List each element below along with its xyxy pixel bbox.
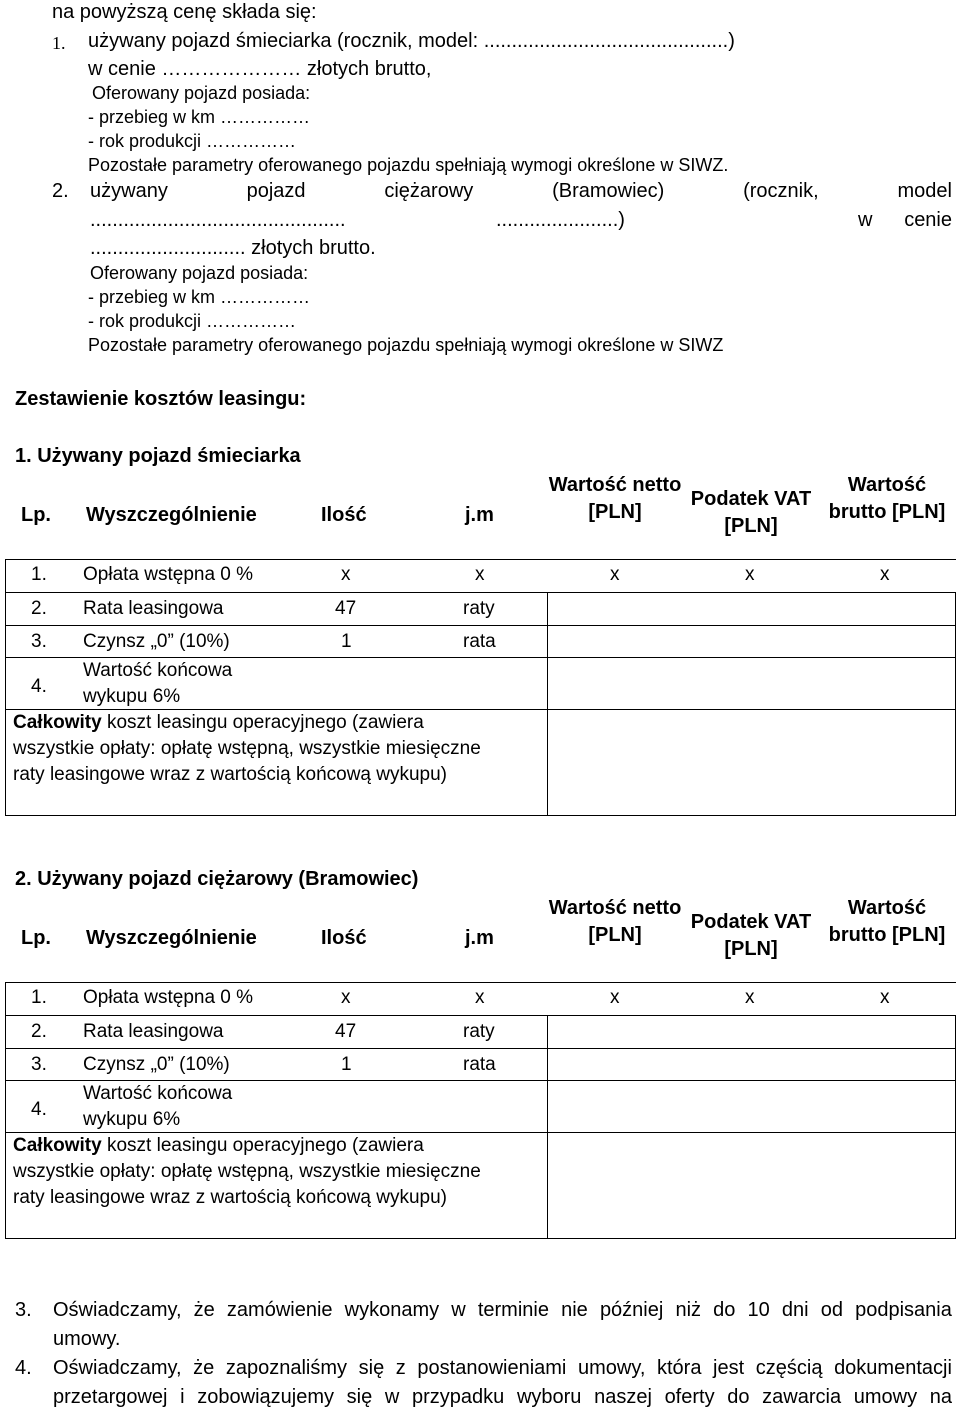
statement-word: terminie — [477, 1299, 549, 1321]
statement-word: zobowiązujemy — [197, 1386, 335, 1408]
item1-line2: w cenie ………………… złotych brutto, — [88, 58, 432, 80]
header-gross-value: Wartość brutto [PLN] — [828, 897, 946, 946]
item2-line2 — [90, 210, 952, 234]
statement-word: zawarcia — [762, 1386, 842, 1408]
header-quantity: Ilość — [321, 504, 367, 526]
statement-word: z — [395, 1357, 406, 1379]
item1-line4: - przebieg w km …………… — [88, 107, 311, 127]
header-unit: j.m — [465, 504, 494, 526]
total-cost-bold: Całkowity — [13, 1135, 102, 1156]
row-gross: x — [880, 564, 890, 585]
header-lp: Lp. — [21, 504, 51, 526]
item2-line5: - przebieg w km …………… — [88, 287, 311, 307]
item2-word: w — [858, 209, 873, 231]
statement-word: która — [656, 1357, 702, 1379]
item2-word: używany — [90, 180, 168, 202]
header-description: Wyszczególnienie — [86, 504, 257, 526]
header-vat: Podatek VAT [PLN] — [690, 488, 812, 537]
row-gross: x — [880, 987, 890, 1008]
total-cost-note: (zawiera wszystkie opłaty: opłatę wstępną, wszystkie miesięczne raty leasingowe wraz z wartością końcową wykupu) — [13, 1135, 481, 1208]
statement-word: przypadku — [412, 1386, 505, 1408]
statement-word: podpisania — [855, 1299, 952, 1321]
item2-line1 — [90, 181, 952, 201]
item2-word: (Bramowiec) — [552, 180, 665, 202]
total-cost-bold: Całkowity — [13, 712, 102, 733]
row-lp: 2. — [31, 598, 47, 619]
statement-word: częścią — [755, 1357, 823, 1379]
item2-word: ciężarowy — [384, 180, 474, 202]
total-cost-label — [13, 1133, 483, 1211]
statement-word: wyboru — [516, 1386, 582, 1408]
statement-word: oferty — [664, 1386, 715, 1408]
statement-word: zamówienie — [226, 1299, 333, 1321]
statement-word: nie — [561, 1299, 588, 1321]
statement-word: naszej — [594, 1386, 652, 1408]
row-quantity: 47 — [335, 598, 357, 619]
statement-word: zapoznaliśmy — [225, 1357, 348, 1379]
row-net: x — [610, 564, 620, 585]
statement-word: postanowieniami — [417, 1357, 567, 1379]
statement-word: się — [346, 1386, 373, 1408]
row-lp: 4. — [31, 1099, 47, 1120]
total-cost-note: (zawiera wszystkie opłaty: opłatę wstępną, wszystkie miesięczne raty leasingowe wraz z wartością końcową wykupu) — [13, 712, 481, 785]
row-quantity: 1 — [341, 1054, 352, 1075]
item1-line6: Pozostałe parametry oferowanego pojazdu spełniają wymogi określone w SIWZ. — [88, 155, 729, 175]
item2-number: 2. — [52, 180, 69, 202]
row-quantity: x — [341, 564, 351, 585]
statement-word: dokumentacji — [834, 1357, 952, 1379]
row-vat: x — [745, 987, 755, 1008]
row-unit: raty — [463, 1021, 495, 1042]
row-quantity: 1 — [341, 631, 352, 652]
item2-line6: - rok produkcji …………… — [88, 311, 297, 331]
statement-word: Oświadczamy, — [53, 1357, 182, 1379]
header-unit: j.m — [465, 927, 494, 949]
statement-word: niż — [675, 1299, 702, 1321]
header-vat: Podatek VAT [PLN] — [690, 911, 812, 960]
row-quantity: 47 — [335, 1021, 357, 1042]
statement-word: w — [451, 1299, 466, 1321]
total-cost-rest: koszt leasingu operacyjnego — [101, 712, 347, 733]
item2-word: cenie — [904, 209, 952, 231]
cost-table — [5, 468, 956, 816]
cost-table — [5, 891, 956, 1239]
row-description: Rata leasingowa — [83, 1021, 224, 1042]
statement-word: 10 — [747, 1299, 770, 1321]
statement-word: do — [713, 1299, 736, 1321]
table-title: 2. Używany pojazd ciężarowy (Bramowiec) — [15, 868, 419, 890]
statement-word: Oświadczamy, — [53, 1299, 182, 1321]
row-lp: 2. — [31, 1021, 47, 1042]
header-net-value: Wartość netto [PLN] — [548, 474, 682, 523]
row-lp: 3. — [31, 631, 47, 652]
item1-line1: używany pojazd śmieciarka (rocznik, model: ............................................) — [88, 30, 735, 52]
item2-word: (rocznik, — [743, 180, 819, 202]
section-heading: Zestawienie kosztów leasingu: — [15, 388, 307, 410]
row-unit: rata — [463, 1054, 496, 1075]
statement-word: że — [193, 1299, 215, 1321]
row-lp: 1. — [31, 987, 47, 1008]
statement-word: do — [727, 1386, 750, 1408]
intro-lead: na powyższą cenę składa się: — [52, 1, 317, 23]
total-cost-label — [13, 710, 483, 788]
statement-line — [53, 1300, 952, 1320]
item2-word: ......................) — [496, 209, 625, 231]
row-description: Wartość końcowa wykupu 6% — [83, 1083, 233, 1130]
row-lp: 3. — [31, 1054, 47, 1075]
header-net-value: Wartość netto [PLN] — [548, 897, 682, 946]
total-cost-rest: koszt leasingu operacyjnego — [101, 1135, 347, 1156]
statement-word: umowy, — [577, 1357, 646, 1379]
row-description: Wartość końcowa wykupu 6% — [83, 660, 233, 707]
statement-word: później — [599, 1299, 664, 1321]
statement-word: dni — [781, 1299, 809, 1321]
row-unit: x — [475, 987, 485, 1008]
statement-word: się — [358, 1357, 385, 1379]
item1-line5: - rok produkcji …………… — [88, 131, 297, 151]
header-lp: Lp. — [21, 927, 51, 949]
statement-number: 3. — [15, 1299, 32, 1321]
header-description: Wyszczególnienie — [86, 927, 257, 949]
item2-line4: Oferowany pojazd posiada: — [90, 263, 309, 283]
statement-word: że — [193, 1357, 215, 1379]
row-unit: raty — [463, 598, 495, 619]
row-description: Rata leasingowa — [83, 598, 224, 619]
statement-word: w — [384, 1386, 400, 1408]
statement-line — [53, 1387, 952, 1407]
table-title: 1. Używany pojazd śmieciarka — [15, 445, 301, 467]
item2-line3: ............................ złotych brutto. — [90, 237, 376, 259]
row-description: Opłata wstępna 0 % — [83, 564, 254, 585]
row-quantity: x — [341, 987, 351, 1008]
item2-line7: Pozostałe parametry oferowanego pojazdu spełniają wymogi określone w SIWZ — [88, 335, 724, 355]
row-net: x — [610, 987, 620, 1008]
statement-word: na — [929, 1386, 952, 1408]
statement-word: od — [820, 1299, 843, 1321]
row-vat: x — [745, 564, 755, 585]
row-lp: 1. — [31, 564, 47, 585]
statement-word: i — [180, 1386, 185, 1408]
statement-word: umowy — [853, 1386, 918, 1408]
row-unit: x — [475, 564, 485, 585]
header-gross-value: Wartość brutto [PLN] — [828, 474, 946, 523]
row-description: Czynsz „0” (10%) — [83, 1054, 230, 1075]
item1-line3: Oferowany pojazd posiada: — [92, 83, 311, 103]
item2-word: pojazd — [246, 180, 306, 202]
statement-number: 4. — [15, 1357, 32, 1379]
statement-line — [53, 1358, 952, 1378]
row-unit: rata — [463, 631, 496, 652]
row-description: Opłata wstępna 0 % — [83, 987, 254, 1008]
statement-word: wykonamy — [344, 1299, 440, 1321]
statement-word: jest — [713, 1357, 745, 1379]
item2-word: model — [897, 180, 952, 202]
header-quantity: Ilość — [321, 927, 367, 949]
statement-line: umowy. — [53, 1328, 121, 1350]
item1-number: 1. — [52, 33, 66, 53]
statement-word: przetargowej — [53, 1386, 168, 1408]
row-lp: 4. — [31, 676, 47, 697]
row-description: Czynsz „0” (10%) — [83, 631, 230, 652]
item2-word: .............................................. — [90, 209, 346, 231]
